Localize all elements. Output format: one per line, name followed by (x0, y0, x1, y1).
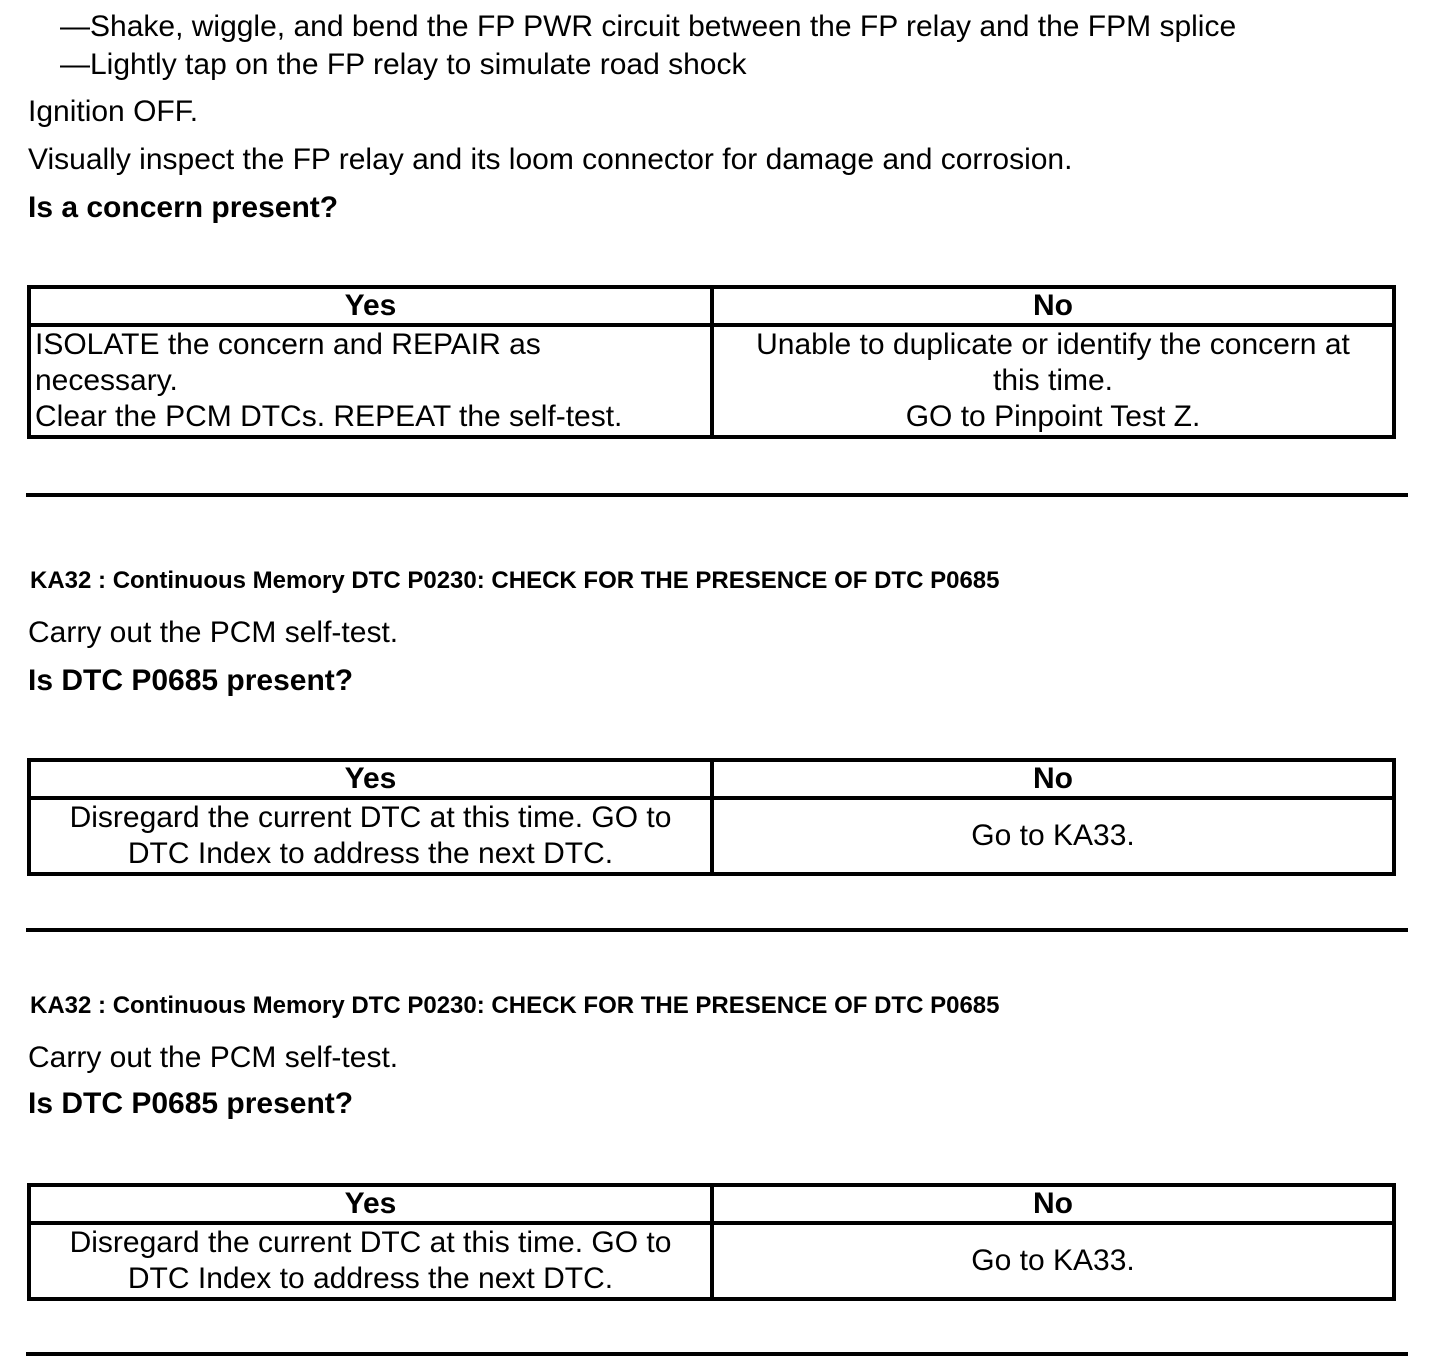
yes-cell (29, 1223, 712, 1299)
no-header: No (712, 760, 1394, 798)
yes-text: DTC Index to address the next DTC. (127, 837, 614, 870)
no-cell (712, 325, 1394, 437)
yes-text: Clear the PCM DTCs. REPEAT the self-test. (35, 400, 623, 433)
yes-cell (29, 325, 712, 437)
section-heading: KA32 : Continuous Memory DTC P0230: CHECK FOR THE PRESENCE OF DTC P0685 (30, 567, 1000, 594)
yes-cell (29, 798, 712, 874)
yes-text: Disregard the current DTC at this time. GO to (69, 801, 672, 834)
question: Is DTC P0685 present? (28, 1087, 354, 1120)
instruction-bullet: —Lightly tap on the FP relay to simulate road shock (60, 48, 747, 81)
no-text: GO to Pinpoint Test Z. (905, 400, 1201, 433)
no-cell: Go to KA33. (712, 798, 1394, 874)
yes-header: Yes (29, 760, 712, 798)
instruction-step: Visually inspect the FP relay and its loom connector for damage and corrosion. (28, 143, 1073, 176)
question: Is DTC P0685 present? (28, 664, 354, 697)
yes-text: necessary. (35, 364, 178, 397)
instruction-step: Carry out the PCM self-test. (28, 1041, 399, 1074)
section-divider (26, 493, 1408, 497)
yes-no-table (27, 285, 1396, 439)
no-text: this time. (992, 364, 1114, 397)
instruction-step: Carry out the PCM self-test. (28, 616, 399, 649)
yes-text: DTC Index to address the next DTC. (127, 1262, 614, 1295)
yes-header: Yes (29, 287, 712, 325)
yes-no-table (27, 1183, 1396, 1301)
no-header: No (712, 287, 1394, 325)
section-divider (26, 928, 1408, 932)
instruction-step: Ignition OFF. (28, 95, 199, 128)
yes-header: Yes (29, 1185, 712, 1223)
yes-text: Disregard the current DTC at this time. GO to (69, 1226, 672, 1259)
no-cell: Go to KA33. (712, 1223, 1394, 1299)
no-header: No (712, 1185, 1394, 1223)
question: Is a concern present? (28, 191, 339, 224)
no-text: Unable to duplicate or identify the concern at (756, 328, 1350, 361)
section-divider (26, 1352, 1408, 1356)
yes-text: ISOLATE the concern and REPAIR as (35, 328, 541, 361)
instruction-bullet: —Shake, wiggle, and bend the FP PWR circuit between the FP relay and the FPM splice (60, 10, 1237, 43)
yes-no-table (27, 758, 1396, 876)
section-heading: KA32 : Continuous Memory DTC P0230: CHECK FOR THE PRESENCE OF DTC P0685 (30, 992, 1000, 1019)
